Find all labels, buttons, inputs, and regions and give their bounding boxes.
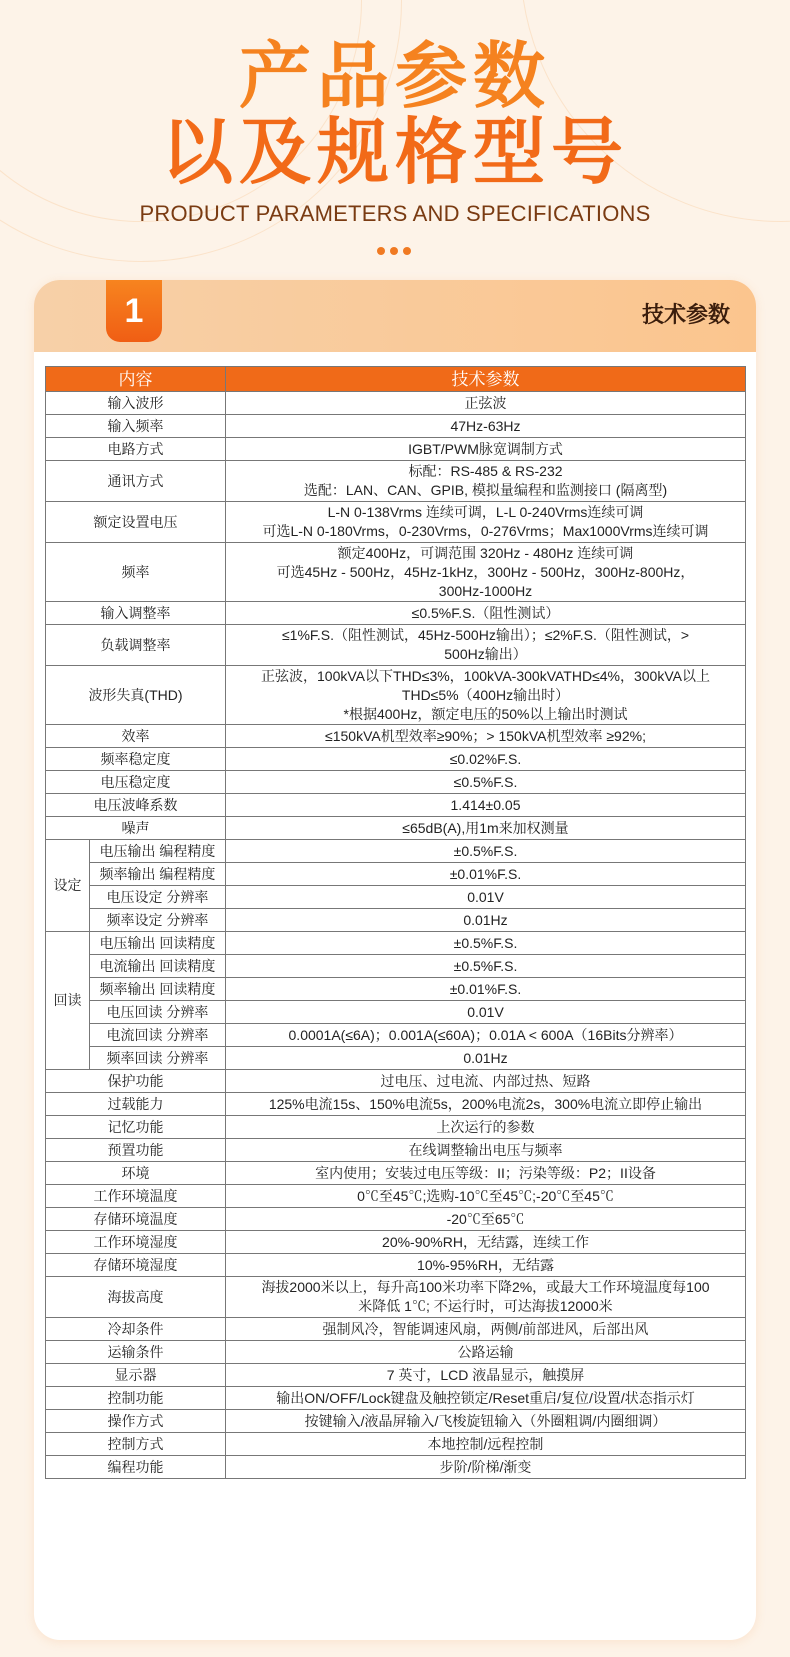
row-value-line: 标配：RS-485 & RS-232 xyxy=(408,463,563,479)
row-value xyxy=(226,625,746,666)
row-label: 控制功能 xyxy=(46,1387,226,1410)
row-label: 输入调整率 xyxy=(46,602,226,625)
row-value: 0.01Hz xyxy=(226,909,746,932)
row-label: 频率输出 回读精度 xyxy=(90,978,226,1001)
row-value-line: 本地控制/远程控制 xyxy=(427,1435,544,1452)
row-label: 存储环境湿度 xyxy=(46,1254,226,1277)
table-row xyxy=(46,863,746,886)
page-title-line1: 产品参数 xyxy=(238,34,551,118)
row-value xyxy=(226,794,746,817)
hero-header xyxy=(0,0,790,260)
table-row xyxy=(46,725,746,748)
row-label: 电压输出 回读精度 xyxy=(90,932,226,955)
row-value-line: 20%-90%RH，无结露，连续工作 xyxy=(382,1233,589,1250)
row-value xyxy=(226,1162,746,1185)
row-label: 效率 xyxy=(46,725,226,748)
row-value xyxy=(226,817,746,840)
table-row xyxy=(46,1208,746,1231)
row-label: 输入频率 xyxy=(46,415,226,438)
row-value-line: 米降低 1℃; 不运行时，可达海拔12000米 xyxy=(358,1298,613,1314)
row-value-line: ≤0.02%F.S. xyxy=(449,750,522,767)
table-row xyxy=(46,415,746,438)
row-value-line: 上次运行的参数 xyxy=(436,1118,535,1135)
row-label: 负载调整率 xyxy=(46,625,226,666)
card-header xyxy=(34,280,756,352)
row-value-line: 海拔2000米以上，每升高100米功率下降2%，或最大工作环境温度每100 xyxy=(261,1279,710,1295)
table-row xyxy=(46,502,746,543)
row-value: 0.01Hz xyxy=(226,1047,746,1070)
table-row xyxy=(46,932,746,955)
row-value-line: 正弦波，100kVA以下THD≤3%，100kVA-300kVATHD≤4%，300kVA以上 xyxy=(261,667,710,684)
row-label: 频率回读 分辨率 xyxy=(90,1047,226,1070)
row-label: 电压输出 编程精度 xyxy=(90,840,226,863)
row-label: 频率 xyxy=(46,543,226,602)
row-value-line: 室内使用；安装过电压等级：II；污染等级：P2；II设备 xyxy=(315,1164,656,1181)
section-title: 技术参数 xyxy=(641,303,730,328)
row-value xyxy=(226,1093,746,1116)
row-value: ±0.5%F.S. xyxy=(226,955,746,978)
row-value: ±0.01%F.S. xyxy=(226,863,746,886)
table-row xyxy=(46,1277,746,1318)
row-value xyxy=(226,1341,746,1364)
row-value xyxy=(226,392,746,415)
row-value xyxy=(226,1410,746,1433)
row-value-line: THD≤5%（400Hz输出时） xyxy=(401,686,570,703)
table-row xyxy=(46,1185,746,1208)
row-label: 操作方式 xyxy=(46,1410,226,1433)
table-row xyxy=(46,748,746,771)
table-row xyxy=(46,955,746,978)
table-row xyxy=(46,1024,746,1047)
row-label: 频率稳定度 xyxy=(46,748,226,771)
section-number-badge: 1 xyxy=(106,280,162,342)
col-header-spec: 技术参数 xyxy=(226,367,746,392)
spec-table xyxy=(45,366,746,1479)
table-row xyxy=(46,438,746,461)
row-label: 噪声 xyxy=(46,817,226,840)
row-value-line: L-N 0-138Vrms 连续可调，L-L 0-240Vrms连续可调 xyxy=(327,504,644,520)
table-row xyxy=(46,1254,746,1277)
table-row xyxy=(46,817,746,840)
row-label: 工作环境湿度 xyxy=(46,1231,226,1254)
page-title-line2: 以及规格型号 xyxy=(160,110,629,194)
row-value-line: 10%-95%RH，无结露 xyxy=(417,1256,554,1273)
row-label: 电压设定 分辨率 xyxy=(90,886,226,909)
row-value-line: 500Hz输出） xyxy=(444,646,527,662)
row-value xyxy=(226,1070,746,1093)
row-label: 工作环境温度 xyxy=(46,1185,226,1208)
table-row xyxy=(46,771,746,794)
row-label: 显示器 xyxy=(46,1364,226,1387)
row-value xyxy=(226,1254,746,1277)
page-subtitle: PRODUCT PARAMETERS AND SPECIFICATIONS xyxy=(139,201,651,226)
table-row xyxy=(46,392,746,415)
row-value-line: ≤150kVA机型效率≥90%；> 150kVA机型效率 ≥92%; xyxy=(325,727,646,744)
table-row xyxy=(46,978,746,1001)
row-value: ±0.5%F.S. xyxy=(226,932,746,955)
row-value xyxy=(226,461,746,502)
table-row xyxy=(46,1001,746,1024)
table-row xyxy=(46,1047,746,1070)
col-header-content: 内容 xyxy=(46,367,226,392)
row-label: 通讯方式 xyxy=(46,461,226,502)
spec-card xyxy=(34,280,756,1640)
row-label: 电路方式 xyxy=(46,438,226,461)
row-label: 电流回读 分辨率 xyxy=(90,1024,226,1047)
group-label: 设定 xyxy=(46,840,90,932)
table-row xyxy=(46,1387,746,1410)
row-label: 控制方式 xyxy=(46,1433,226,1456)
row-value xyxy=(226,1318,746,1341)
row-value-line: 公路运输 xyxy=(457,1343,514,1360)
row-value xyxy=(226,725,746,748)
table-row xyxy=(46,840,746,863)
row-value xyxy=(226,1208,746,1231)
row-label: 编程功能 xyxy=(46,1456,226,1479)
row-label: 电流输出 回读精度 xyxy=(90,955,226,978)
row-value-line: IGBT/PWM脉宽调制方式 xyxy=(408,440,563,457)
table-row xyxy=(46,666,746,725)
row-label: 海拔高度 xyxy=(46,1277,226,1318)
table-row xyxy=(46,1410,746,1433)
row-value-line: -20℃至65℃ xyxy=(446,1210,525,1227)
row-value xyxy=(226,502,746,543)
row-value-line: 额定400Hz，可调范围 320Hz - 480Hz 连续可调 xyxy=(337,544,634,561)
row-value-line: 可选L-N 0-180Vrms，0-230Vrms，0-276Vrms；Max1000Vrms连续可调 xyxy=(262,523,709,539)
row-value-line: ≤0.5%F.S.（阻性测试） xyxy=(411,604,560,621)
row-value: 0.01V xyxy=(226,886,746,909)
row-value-line: 可选45Hz - 500Hz，45Hz-1kHz，300Hz - 500Hz，300Hz-800Hz， xyxy=(276,563,695,580)
row-value-line: 300Hz-1000Hz xyxy=(438,582,533,599)
row-value xyxy=(226,438,746,461)
row-label: 过载能力 xyxy=(46,1093,226,1116)
row-label: 存储环境温度 xyxy=(46,1208,226,1231)
row-value-line: ≤65dB(A),用1m来加权测量 xyxy=(402,819,569,836)
table-row xyxy=(46,886,746,909)
table-row xyxy=(46,1070,746,1093)
row-value xyxy=(226,1277,746,1318)
row-value: ±0.5%F.S. xyxy=(226,840,746,863)
table-row xyxy=(46,1162,746,1185)
row-label: 保护功能 xyxy=(46,1070,226,1093)
table-row xyxy=(46,602,746,625)
table-row xyxy=(46,794,746,817)
row-label: 波形失真(THD) xyxy=(46,666,226,725)
row-value-line: 125%电流15s、150%电流5s，200%电流2s，300%电流立即停止输出 xyxy=(268,1095,703,1112)
row-value-line: 在线调整输出电压与频率 xyxy=(408,1141,563,1158)
table-row xyxy=(46,1456,746,1479)
row-value-line: 1.414±0.05 xyxy=(450,796,521,813)
row-label: 电压稳定度 xyxy=(46,771,226,794)
row-label: 环境 xyxy=(46,1162,226,1185)
table-row xyxy=(46,1341,746,1364)
table-row xyxy=(46,1318,746,1341)
row-value: 0.0001A(≤6A)；0.001A(≤60A)；0.01A < 600A（16Bits分辨率） xyxy=(226,1024,746,1047)
row-value xyxy=(226,666,746,725)
row-label: 电压回读 分辨率 xyxy=(90,1001,226,1024)
row-value-line: 选配：LAN、CAN、GPIB, 模拟量编程和监测接口 (隔离型) xyxy=(303,482,668,498)
row-value-line: 正弦波 xyxy=(464,394,507,411)
row-value-line: 输出ON/OFF/Lock键盘及触控锁定/Reset重启/复位/设置/状态指示灯 xyxy=(276,1389,695,1406)
row-value-line: 47Hz-63Hz xyxy=(450,417,521,434)
table-row xyxy=(46,543,746,602)
table-header-row xyxy=(46,367,746,392)
table-row xyxy=(46,625,746,666)
decorative-dots xyxy=(376,240,416,250)
row-value-line: 0℃至45℃;选购-10℃至45℃;-20℃至45℃ xyxy=(357,1187,614,1204)
row-value xyxy=(226,748,746,771)
row-value: ±0.01%F.S. xyxy=(226,978,746,1001)
table-row xyxy=(46,1139,746,1162)
row-value-line: 步阶/阶梯/渐变 xyxy=(439,1458,532,1475)
table-row xyxy=(46,909,746,932)
row-label: 频率输出 编程精度 xyxy=(90,863,226,886)
table-row xyxy=(46,1093,746,1116)
row-label: 运输条件 xyxy=(46,1341,226,1364)
row-label: 电压波峰系数 xyxy=(46,794,226,817)
row-value xyxy=(226,1139,746,1162)
table-row xyxy=(46,1433,746,1456)
row-value-line: 强制风冷，智能调速风扇，两侧/前部进风，后部出风 xyxy=(322,1320,649,1337)
row-value xyxy=(226,1116,746,1139)
row-value-line: *根据400Hz，额定电压的50%以上输出时测试 xyxy=(343,705,628,722)
table-row xyxy=(46,1364,746,1387)
row-value xyxy=(226,1185,746,1208)
table-row xyxy=(46,461,746,502)
row-label: 输入波形 xyxy=(46,392,226,415)
row-label: 预置功能 xyxy=(46,1139,226,1162)
table-body xyxy=(46,392,746,1479)
row-value-line: 过电压、过电流、内部过热、短路 xyxy=(380,1072,591,1089)
table-row xyxy=(46,1231,746,1254)
row-value-line: ≤1%F.S.（阻性测试，45Hz-500Hz输出）；≤2%F.S.（阻性测试，> xyxy=(281,627,690,643)
row-value xyxy=(226,1433,746,1456)
row-label: 记忆功能 xyxy=(46,1116,226,1139)
row-value-line: ≤0.5%F.S. xyxy=(453,773,518,790)
row-label: 频率设定 分辨率 xyxy=(90,909,226,932)
row-value: 0.01V xyxy=(226,1001,746,1024)
row-value xyxy=(226,1231,746,1254)
row-value xyxy=(226,602,746,625)
row-label: 额定设置电压 xyxy=(46,502,226,543)
row-value xyxy=(226,1364,746,1387)
row-label: 冷却条件 xyxy=(46,1318,226,1341)
group-label: 回读 xyxy=(46,932,90,1070)
row-value xyxy=(226,415,746,438)
row-value xyxy=(226,1387,746,1410)
table-row xyxy=(46,1116,746,1139)
row-value xyxy=(226,1456,746,1479)
row-value-line: 7 英寸，LCD 液晶显示，触摸屏 xyxy=(386,1366,585,1383)
row-value xyxy=(226,771,746,794)
row-value xyxy=(226,543,746,602)
row-value-line: 按键输入/液晶屏输入/飞梭旋钮输入（外圈粗调/内圈细调） xyxy=(304,1412,667,1429)
